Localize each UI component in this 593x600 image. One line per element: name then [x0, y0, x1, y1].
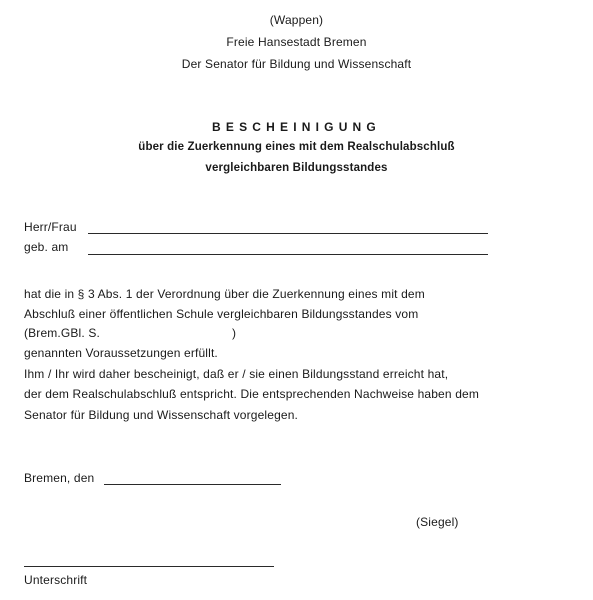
- name-label: Herr/Frau: [24, 220, 77, 234]
- coat-of-arms-placeholder: (Wappen): [269, 13, 324, 27]
- authority-name: Der Senator für Bildung und Wissenschaft: [181, 57, 412, 71]
- body-line-2: Abschluß einer öffentlichen Schule vergleichbaren Bildungsstandes vom: [24, 307, 419, 321]
- signature-line[interactable]: [24, 566, 274, 567]
- body-line-6: der dem Realschulabschluß entspricht. Die entsprechenden Nachweise haben dem: [24, 387, 479, 401]
- date-field-line[interactable]: [104, 484, 281, 485]
- birth-date-field-line[interactable]: [88, 254, 488, 255]
- seal-placeholder: (Siegel): [416, 515, 459, 529]
- document-subtitle-line2: vergleichbaren Bildungsstandes: [205, 162, 388, 174]
- place-date-label: Bremen, den: [24, 471, 95, 485]
- body-line-7: Senator für Bildung und Wissenschaft vorgelegen.: [24, 408, 299, 422]
- name-field-line[interactable]: [88, 233, 488, 234]
- body-line-3-closing-paren: ): [232, 326, 237, 340]
- birth-date-label: geb. am: [24, 240, 69, 254]
- body-line-5: Ihm / Ihr wird daher bescheinigt, daß er / sie einen Bildungsstand erreicht hat,: [24, 367, 449, 381]
- document-title: BESCHEINIGUNG: [212, 120, 381, 134]
- body-line-1: hat die in § 3 Abs. 1 der Verordnung über die Zuerkennung eines mit dem: [24, 287, 425, 301]
- body-line-4: genannten Voraussetzungen erfüllt.: [24, 346, 218, 360]
- document-subtitle-line1: über die Zuerkennung eines mit dem Realschulabschluß: [138, 141, 455, 153]
- signature-label: Unterschrift: [24, 573, 88, 587]
- city-name: Freie Hansestadt Bremen: [226, 35, 367, 49]
- body-line-3-gazette: (Brem.GBl. S.: [24, 326, 100, 340]
